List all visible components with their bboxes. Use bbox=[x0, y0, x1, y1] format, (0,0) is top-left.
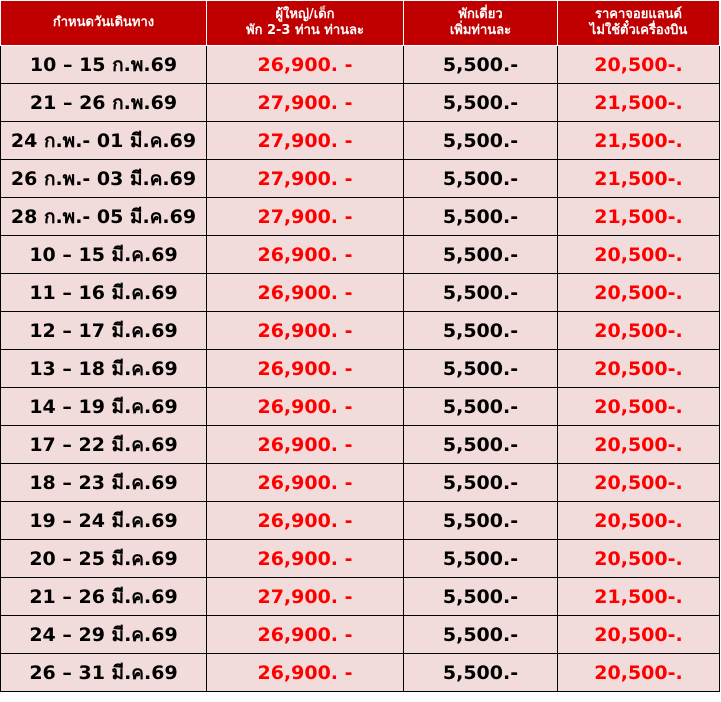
travel-date-cell: 10 – 15 มี.ค.69 bbox=[1, 236, 207, 274]
single-supplement-cell: 5,500.- bbox=[404, 616, 558, 654]
travel-date-cell: 11 – 16 มี.ค.69 bbox=[1, 274, 207, 312]
joinland-price-cell: 21,500-. bbox=[558, 578, 720, 616]
joinland-price-cell: 20,500-. bbox=[558, 654, 720, 692]
table-row bbox=[1, 46, 720, 84]
joinland-price-cell: 20,500-. bbox=[558, 46, 720, 84]
table-row bbox=[1, 160, 720, 198]
table-row bbox=[1, 654, 720, 692]
adult-price-cell: 26,900. - bbox=[207, 274, 404, 312]
travel-date-cell: 26 – 31 มี.ค.69 bbox=[1, 654, 207, 692]
table-row bbox=[1, 350, 720, 388]
travel-date-cell: 17 – 22 มี.ค.69 bbox=[1, 426, 207, 464]
header-travel-date-label: กำหนดวันเดินทาง bbox=[52, 15, 155, 30]
single-supplement-cell: 5,500.- bbox=[404, 274, 558, 312]
adult-price-cell: 26,900. - bbox=[207, 616, 404, 654]
table-body bbox=[1, 46, 720, 692]
header-joinland-price bbox=[558, 1, 720, 46]
travel-date-cell: 21 – 26 มี.ค.69 bbox=[1, 578, 207, 616]
joinland-price-cell: 20,500-. bbox=[558, 274, 720, 312]
joinland-price-cell: 21,500-. bbox=[558, 198, 720, 236]
joinland-price-cell: 21,500-. bbox=[558, 160, 720, 198]
travel-date-cell: 24 – 29 มี.ค.69 bbox=[1, 616, 207, 654]
header-travel-date bbox=[1, 1, 207, 46]
travel-date-cell: 14 – 19 มี.ค.69 bbox=[1, 388, 207, 426]
single-supplement-cell: 5,500.- bbox=[404, 426, 558, 464]
joinland-price-cell: 20,500-. bbox=[558, 426, 720, 464]
single-supplement-cell: 5,500.- bbox=[404, 46, 558, 84]
adult-price-cell: 27,900. - bbox=[207, 578, 404, 616]
single-supplement-cell: 5,500.- bbox=[404, 122, 558, 160]
header-joinland-line1: ราคาจอยแลนด์ bbox=[595, 7, 682, 22]
travel-date-cell: 28 ก.พ.- 05 มี.ค.69 bbox=[1, 198, 207, 236]
single-supplement-cell: 5,500.- bbox=[404, 312, 558, 350]
adult-price-cell: 27,900. - bbox=[207, 160, 404, 198]
joinland-price-cell: 20,500-. bbox=[558, 236, 720, 274]
table-row bbox=[1, 426, 720, 464]
joinland-price-cell: 20,500-. bbox=[558, 502, 720, 540]
single-supplement-cell: 5,500.- bbox=[404, 540, 558, 578]
table-row bbox=[1, 502, 720, 540]
single-supplement-cell: 5,500.- bbox=[404, 388, 558, 426]
header-adult-line1: ผู้ใหญ่/เด็ก bbox=[275, 7, 335, 22]
joinland-price-cell: 21,500-. bbox=[558, 84, 720, 122]
single-supplement-cell: 5,500.- bbox=[404, 654, 558, 692]
table-row bbox=[1, 616, 720, 654]
table-row bbox=[1, 236, 720, 274]
single-supplement-cell: 5,500.- bbox=[404, 84, 558, 122]
header-row bbox=[1, 1, 720, 46]
adult-price-cell: 26,900. - bbox=[207, 388, 404, 426]
adult-price-cell: 26,900. - bbox=[207, 464, 404, 502]
single-supplement-cell: 5,500.- bbox=[404, 198, 558, 236]
table-row bbox=[1, 198, 720, 236]
table-row bbox=[1, 540, 720, 578]
single-supplement-cell: 5,500.- bbox=[404, 350, 558, 388]
single-supplement-cell: 5,500.- bbox=[404, 578, 558, 616]
table-row bbox=[1, 388, 720, 426]
table-row bbox=[1, 312, 720, 350]
travel-date-cell: 13 – 18 มี.ค.69 bbox=[1, 350, 207, 388]
header-adult-line2: พัก 2-3 ท่าน ท่านละ bbox=[246, 23, 364, 38]
table-row bbox=[1, 122, 720, 160]
adult-price-cell: 26,900. - bbox=[207, 236, 404, 274]
single-supplement-cell: 5,500.- bbox=[404, 464, 558, 502]
travel-date-cell: 12 – 17 มี.ค.69 bbox=[1, 312, 207, 350]
single-supplement-cell: 5,500.- bbox=[404, 160, 558, 198]
header-adult-price bbox=[207, 1, 404, 46]
table-row bbox=[1, 274, 720, 312]
joinland-price-cell: 20,500-. bbox=[558, 350, 720, 388]
header-single-supplement bbox=[404, 1, 558, 46]
table-row bbox=[1, 464, 720, 502]
adult-price-cell: 26,900. - bbox=[207, 350, 404, 388]
joinland-price-cell: 20,500-. bbox=[558, 540, 720, 578]
adult-price-cell: 26,900. - bbox=[207, 426, 404, 464]
adult-price-cell: 26,900. - bbox=[207, 46, 404, 84]
header-single-line1: พักเดี่ยว bbox=[458, 7, 503, 22]
joinland-price-cell: 21,500-. bbox=[558, 122, 720, 160]
header-joinland-line2: ไม่ใช้ตั๋วเครื่องบิน bbox=[589, 23, 688, 38]
travel-date-cell: 18 – 23 มี.ค.69 bbox=[1, 464, 207, 502]
single-supplement-cell: 5,500.- bbox=[404, 236, 558, 274]
adult-price-cell: 26,900. - bbox=[207, 540, 404, 578]
adult-price-cell: 26,900. - bbox=[207, 312, 404, 350]
adult-price-cell: 27,900. - bbox=[207, 198, 404, 236]
travel-date-cell: 21 – 26 ก.พ.69 bbox=[1, 84, 207, 122]
travel-date-cell: 24 ก.พ.- 01 มี.ค.69 bbox=[1, 122, 207, 160]
header-single-line2: เพิ่มท่านละ bbox=[449, 23, 512, 38]
travel-date-cell: 26 ก.พ.- 03 มี.ค.69 bbox=[1, 160, 207, 198]
table-row bbox=[1, 578, 720, 616]
joinland-price-cell: 20,500-. bbox=[558, 464, 720, 502]
table-row bbox=[1, 84, 720, 122]
travel-date-cell: 10 – 15 ก.พ.69 bbox=[1, 46, 207, 84]
travel-date-cell: 19 – 24 มี.ค.69 bbox=[1, 502, 207, 540]
adult-price-cell: 27,900. - bbox=[207, 122, 404, 160]
joinland-price-cell: 20,500-. bbox=[558, 616, 720, 654]
single-supplement-cell: 5,500.- bbox=[404, 502, 558, 540]
adult-price-cell: 26,900. - bbox=[207, 654, 404, 692]
joinland-price-cell: 20,500-. bbox=[558, 312, 720, 350]
travel-date-cell: 20 – 25 มี.ค.69 bbox=[1, 540, 207, 578]
adult-price-cell: 27,900. - bbox=[207, 84, 404, 122]
joinland-price-cell: 20,500-. bbox=[558, 388, 720, 426]
adult-price-cell: 26,900. - bbox=[207, 502, 404, 540]
